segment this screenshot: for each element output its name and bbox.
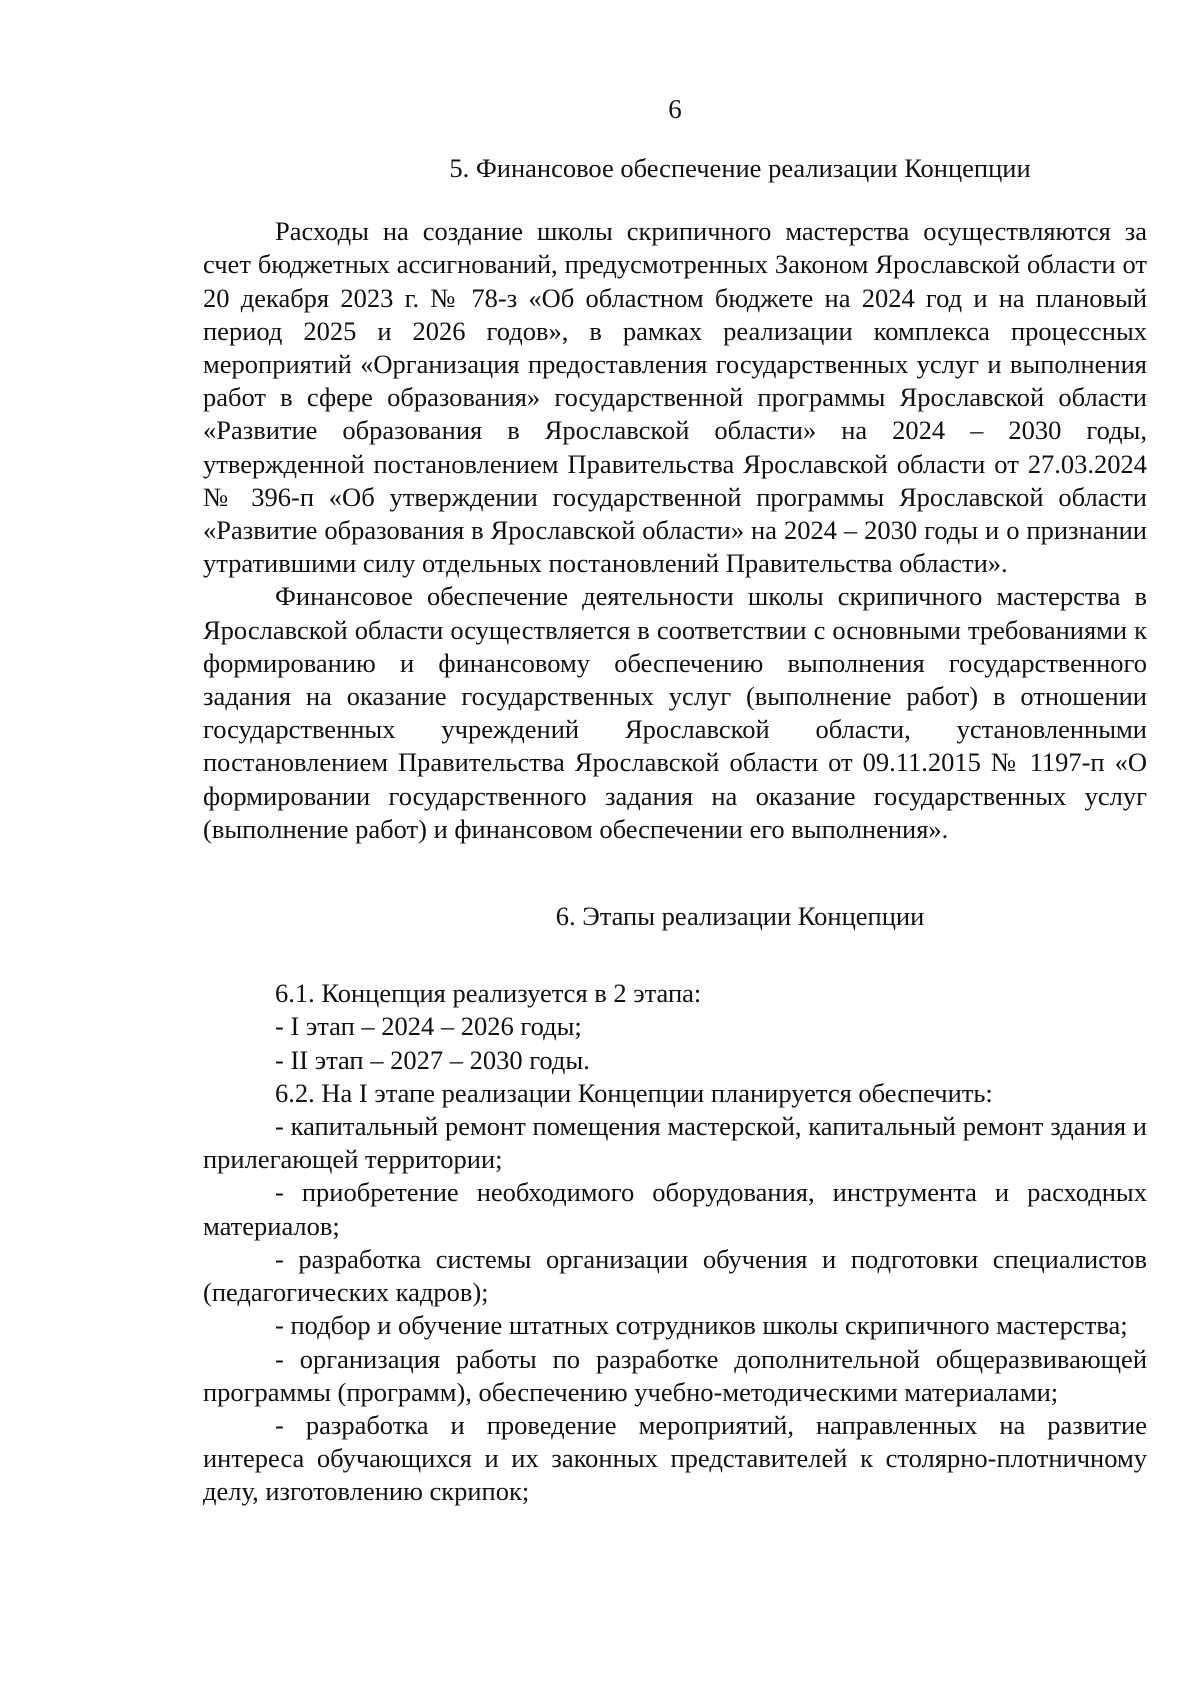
page-number: 6 [668, 94, 682, 124]
spacer [203, 185, 1147, 215]
list-item: - приобретение необходимого оборудования, инструмента и расходных материалов; [203, 1177, 1147, 1241]
stage-2-line: - II этап – 2027 – 2030 годы. [275, 1044, 590, 1075]
section-5-paragraph-1: Расходы на создание школы скрипичного мастерства осуществляются за счет бюджетных ассигнований, предусмотренных Законом Ярославской области от 20 декабря 2023 г. № 78-з «Об областном бюджете на 2024 год и на плановый период 2025 и 2026 годов», в рамках реализации комплекса процессных мероприятий «Организация предоставления государственных услуг и выполнения работ в сфере образования» государственной программы Ярославской области «Развитие образования в Ярославской области» на 2024 – 2030 годы, утвержденной постановлением Правительства Ярославской области от 27.03.2024 № 396-п «Об утверждении государственной программы Ярославской области «Развитие образования в Ярославской области» на 2024 – 2030 годы и о признании утратившими силу отдельных постановлений Правительства области». [203, 216, 1147, 579]
list-item: - разработка и проведение мероприятий, направленных на развитие интереса обучающихся и их законных представителей к столярно-плотничному делу, изготовлению скрипок; [203, 1409, 1147, 1507]
stage-1-line: - I этап – 2024 – 2026 годы; [275, 1011, 582, 1042]
section-5-paragraph-2: Финансовое обеспечение деятельности школы скрипичного мастерства в Ярославской области осуществляется в соответствии с основными требованиями к формированию и финансовому обеспечению выполнения государственного задания на оказание государственных услуг (выполнение работ) в отношении государственных учреждений Ярославской области, установленными постановлением Правительства Ярославской области от 09.11.2015 № 1197-п «О формировании государственного задания на оказание государственных услуг (выполнение работ) и финансовом обеспечении его выполнения». [203, 581, 1147, 844]
section-6-heading: 6. Этапы реализации Концепции [555, 901, 925, 932]
stage-1-plan-line: 6.2. На I этапе реализации Концепции планируется обеспечить: [275, 1077, 993, 1108]
document-body [203, 152, 1147, 1509]
list-item: - подбор и обучение штатных сотрудников школы скрипичного мастерства; [275, 1310, 1128, 1341]
list-item: - капитальный ремонт помещения мастерской, капитальный ремонт здания и прилегающей территории; [203, 1111, 1147, 1175]
section-5-heading: 5. Финансовое обеспечение реализации Концепции [449, 153, 1031, 183]
list-item: - организация работы по разработке дополнительной общеразвивающей программы (программ), обеспечению учебно-методическими материалами; [203, 1343, 1147, 1407]
list-item: - разработка системы организации обучения и подготовки специалистов (педагогических кадров); [203, 1243, 1147, 1308]
stage-count-line: 6.1. Концепция реализуется в 2 этапа: [275, 978, 702, 1009]
